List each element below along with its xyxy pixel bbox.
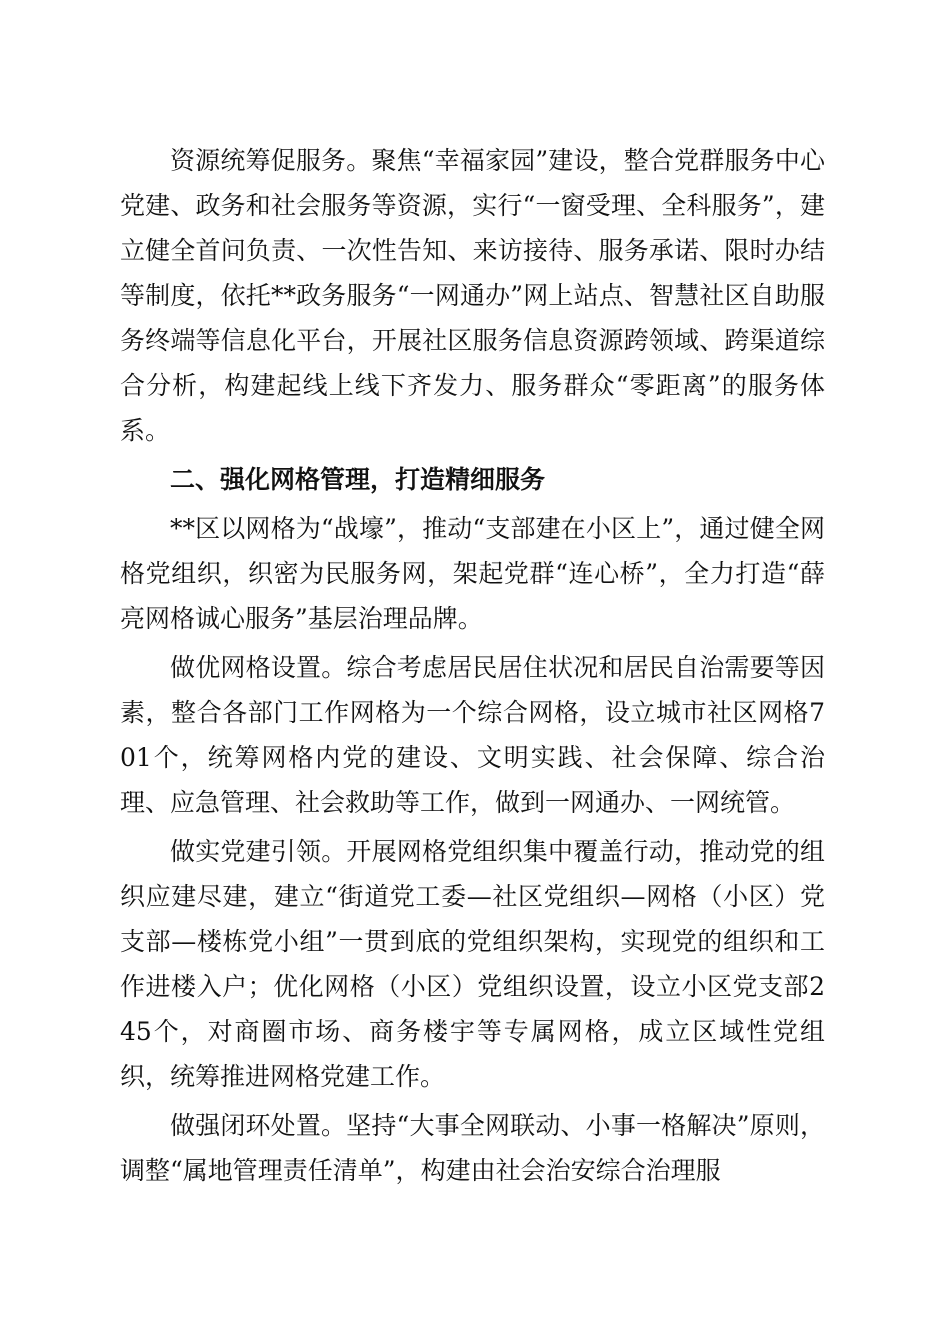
paragraph-closed-loop: 做强闭环处置。坚持“大事全网联动、小事一格解决”原则，调整“属地管理责任清单”，构建由社会治安综合治理服 [120, 1111, 825, 1185]
paragraph-grid-setup: 做优网格设置。综合考虑居民居住状况和居民自治需要等因素，整合各部门工作网格为一个综合网格，设立城市社区网格701个，统筹网格内党的建设、文明实践、社会保障、综合治理、应急管理、社会救助等工作，做到一网通办、一网统管。 [120, 653, 825, 817]
paragraph-resource-coordination: 资源统筹促服务。聚焦“幸福家园”建设，整合党群服务中心党建、政务和社会服务等资源，实行“一窗受理、全科服务”，建立健全首问负责、一次性告知、来访接待、服务承诺、限时办结等制度，依托**政务服务“一网通办”网上站点、智慧社区自助服务终端等信息化平台，开展社区服务信息资源跨领域、跨渠道综合分析，构建起线上线下齐发力、服务群众“零距离”的服务体系。 [120, 146, 825, 445]
paragraph-grid-intro: **区以网格为“战壕”，推动“支部建在小区上”，通过健全网格党组织，织密为民服务网，架起党群“连心桥”，全力打造“薛亮网格诚心服务”基层治理品牌。 [120, 514, 825, 633]
section-heading: 二、强化网格管理，打造精细服务 [170, 465, 546, 494]
document-body [120, 138, 825, 1193]
paragraph-party-leadership: 做实党建引领。开展网格党组织集中覆盖行动，推动党的组织应建尽建，建立“街道党工委—社区党组织—网格（小区）党支部—楼栋党小组”一贯到底的党组织架构，实现党的组织和工作进楼入户；优化网格（小区）党组织设置，设立小区党支部245个，对商圈市场、商务楼宇等专属网格，成立区域性党组织，统筹推进网格党建工作。 [120, 837, 825, 1091]
